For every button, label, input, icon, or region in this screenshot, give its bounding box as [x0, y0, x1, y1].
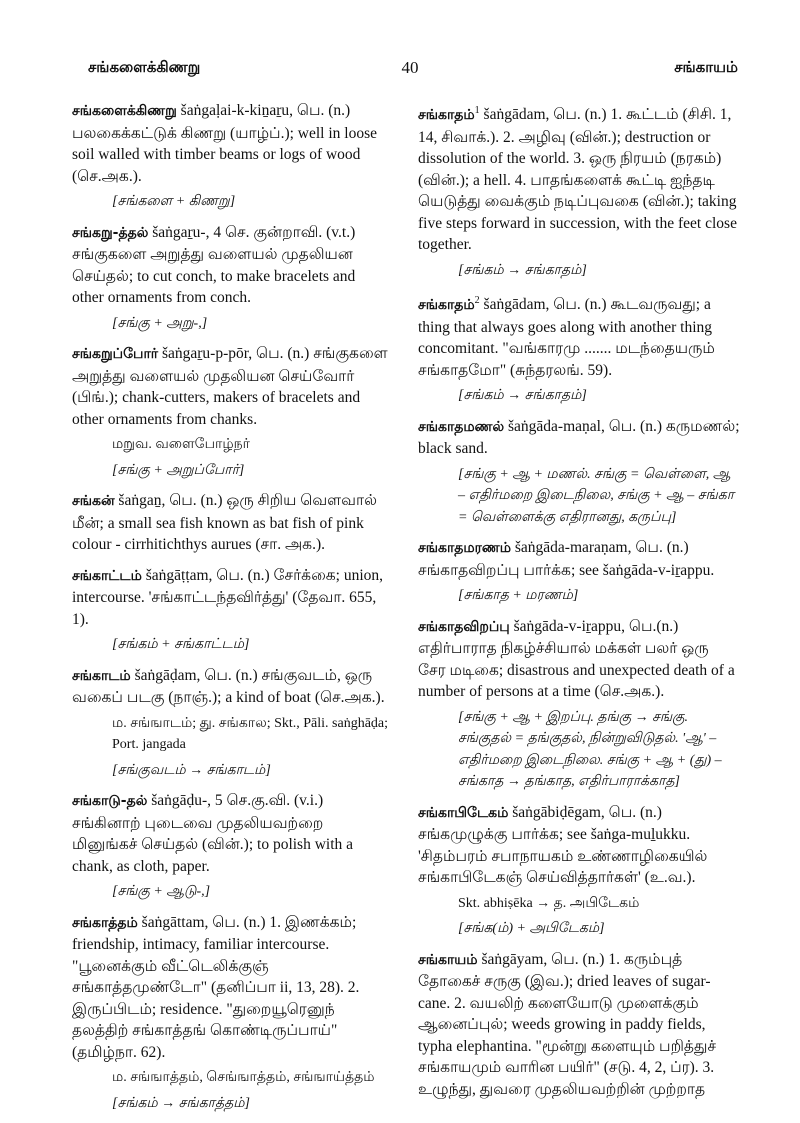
- entry-text: [72, 565, 390, 631]
- etymology: [சங்கு + அறு-,]: [112, 315, 208, 331]
- definition: šaṅgaṟu-p-pōr, பெ. (n.) சங்குகளை அறுத்து வளையல் முதலியன செய்வோர் (பிங்.); chank-cutters, makers of bracelets and other ornaments from chanks.: [72, 345, 388, 428]
- headword: சங்கன்: [72, 493, 115, 509]
- dictionary-entry: [72, 912, 390, 1115]
- dictionary-entry: [72, 222, 390, 335]
- headword: சங்காதம்: [418, 107, 475, 124]
- definition: šaṅgābiḍēgam, பெ. (n.) சங்கமுழுக்கு பார்க்க; see šaṅga-muḻukku. 'சிதம்பரம் சபாநாயகம் உண்ணாழிகையில் சங்காபிடேகஞ் செய்வித்தார்கள்' (உ.வ.).: [418, 803, 708, 887]
- dictionary-entry: [418, 290, 740, 407]
- etymology: [சங்கம் → சங்காதம்]: [458, 388, 587, 404]
- dictionary-entry: [418, 100, 740, 281]
- etymology: [சங்காத + மரணம்]: [458, 588, 579, 604]
- entry-text: [418, 290, 740, 381]
- definition: šaṅgaṟu-, 4 செ. குன்றாவி. (v.t.) சங்குகளை அறுத்து வளையல் முதலியன செய்தல்; to cut conch, to make bracelets and other ornaments from conch.: [72, 223, 356, 306]
- definition: šaṅgāyam, பெ. (n.) 1. கரும்புத் தோகைச் சருகு (இவ.); dried leaves of sugar-cane. 2. வயலிற் களையோடு முளைக்கும் ஆனைப்புல்; weeds growing in paddy fields, typha elephantina. "மூன்று களையும் பறித்துச் சங்காயமும் வாரின பயிர்" (சடு. 4, 2, ப்ர). 3. உழுந்து, துவரை முதலியவற்றின் முற்றாத: [418, 950, 717, 1098]
- headword: சங்காதமரணம்: [418, 540, 511, 557]
- headword: சங்காதம்: [418, 297, 475, 314]
- cognate-note: Skt. abhiṣēka → த. அபிடேகம்: [458, 895, 640, 911]
- dictionary-entry: [72, 790, 390, 903]
- etymology: [சங்களை + கிணறு]: [112, 194, 236, 209]
- entry-text: [72, 343, 390, 430]
- entry-text: [72, 790, 390, 877]
- etymology: [சங்க(ம்) + அபிடேகம்]: [458, 921, 605, 937]
- dictionary-entry: [72, 665, 390, 782]
- headword: சங்காத்தம்: [72, 914, 138, 931]
- headword: சங்காதமணல்: [418, 418, 505, 435]
- etymology: [சங்கம் + சங்காட்டம்]: [112, 637, 250, 652]
- dictionary-entry: [418, 537, 740, 607]
- left-column: [72, 100, 390, 1123]
- entry-text: [418, 100, 740, 256]
- dictionary-entry: [418, 616, 740, 793]
- definition: šaṅgaṉ, பெ. (n.) ஒரு சிறிய வெளவால் மீன்; a small sea fish known as bat fish of pink colour - cirrhitichthys aurues (சா. அக.).: [72, 492, 377, 553]
- etymology: [சங்கு + அறுப்போர்]: [112, 462, 245, 478]
- right-column: [418, 100, 740, 1109]
- dictionary-entry: [72, 100, 390, 213]
- dictionary-entry: [72, 343, 390, 481]
- entry-text: [72, 100, 390, 187]
- definition: šaṅgāttam, பெ. (n.) 1. இணக்கம்; friendship, intimacy, familiar intercourse. "பூனைக்கும் வீட்டெலிக்குஞ் சங்காத்தமுண்டோ" (தனிப்பா ii, 13, 28). 2. இருப்பிடம்; residence. "துறையூரெனுந் தலத்திற் சங்காத்தங் கொண்டிருப்பாய்" (தமிழ்நா. 62).: [72, 913, 360, 1061]
- entry-text: [418, 802, 740, 889]
- definition: šaṅgāḍu-, 5 செ.கு.வி. (v.i.) சங்கினாற் புடைவை முதலியவற்றை மினுங்கச் செய்தல் (வின்.); to polish with a chank, as cloth, paper.: [72, 792, 354, 875]
- definition: šaṅgādam, பெ. (n.) கூடவருவது; a thing that always goes along with another thing concomitant. "வங்காரமு ....... மடந்தையரும் சங்காதமோ" (சுந்தரலங். 59).: [418, 296, 715, 379]
- dictionary-entry: [72, 490, 390, 556]
- headword: சங்காட்டம்: [72, 567, 142, 584]
- definition: šaṅgaḷai-k-kiṉaṟu, பெ. (n.) பலகைக்கட்டுக் கிணறு (யாழ்ப்.); well in loose soil walled with timber beams or logs of wood (செ.அக.).: [72, 102, 378, 185]
- definition: šaṅgādam, பெ. (n.) 1. கூட்டம் (சிசி. 1, 14, சிவாக்.). 2. அழிவு (வின்.); destruction or dissolution of the world. 3. ஒரு நிரயம் (நரகம்) (வின்.); a hell. 4. பாதங்களைக் கூட்டி ஐந்தடி யெடுத்து வைக்கும் நடிப்புவகை (வின்.); taking five steps forward in succession, with the feet close together.: [418, 106, 737, 254]
- dictionary-entry: [418, 416, 740, 529]
- entry-text: [418, 616, 740, 703]
- headword: சங்காயம்: [418, 951, 478, 968]
- cognate-note: மறுவ. வளைபோழ்நர்: [112, 437, 250, 452]
- etymology: [சங்குவடம் → சங்காடம்]: [112, 762, 271, 778]
- entry-text: [72, 222, 390, 309]
- definition: šaṅgāda-v-iṟappu, பெ.(n.) எதிர்பாராத நிகழ்ச்சியால் மக்கள் பலர் ஒரு சேர மடிகை; disastrous and unexpected death of a number of persons at a time (செ.அக.).: [418, 617, 735, 701]
- headword: சங்காதவிறப்பு: [418, 618, 510, 635]
- entry-text: [418, 949, 740, 1101]
- definition: šaṅgāda-maraṇam, பெ. (n.) சங்காதவிறப்பு பார்க்க; see šaṅgāda-v-iṟappu.: [418, 539, 715, 579]
- homonym-number: 2: [474, 295, 480, 307]
- etymology: [சங்கம் → சங்காதம்]: [458, 262, 587, 278]
- dictionary-entry: [418, 802, 740, 940]
- dictionary-entry: [72, 565, 390, 656]
- etymology: [சங்கம் → சங்காத்தம்]: [112, 1095, 250, 1111]
- headword: சங்களைக்கிணறு: [72, 103, 177, 119]
- entry-text: [72, 665, 390, 709]
- headword: சங்காடு-தல்: [72, 793, 148, 809]
- entry-text: [418, 537, 740, 581]
- etymology: [சங்கு + ஆடு-,]: [112, 884, 211, 899]
- etymology: [சங்கு + ஆ + மணல். சங்கு = வெள்ளை, ஆ – எதிர்மறை இடைநிலை, சங்கு + ஆ – சங்கா = வெள்ளைக்கு எதிரானது, கருப்பு]: [458, 466, 735, 525]
- cognate-note: ம. சங்ஙாடம்; து. சங்கால; Skt., Pāli. saṅghāḍa; Port. jangada: [112, 715, 389, 752]
- page-header: [0, 58, 800, 88]
- right-guide-word: சங்காயம்: [674, 58, 738, 76]
- headword: சங்காபிடேகம்: [418, 804, 509, 821]
- homonym-number: 1: [474, 105, 480, 116]
- definition: šaṅgāḍam, பெ. (n.) சங்குவடம், ஒரு வகைப் படகு (நாஞ்.); a kind of boat (செ.அக.).: [72, 666, 385, 706]
- headword: சங்காடம்: [72, 667, 131, 684]
- dictionary-entry: [418, 949, 740, 1101]
- headword: சங்கறு-த்தல்: [72, 224, 149, 241]
- headword: சங்கறுப்போர்: [72, 346, 159, 362]
- cognate-note: ம. சங்ஙாத்தம், செங்ஙாத்தம், சங்ஙாய்த்தம்: [112, 1070, 375, 1085]
- entry-text: [418, 416, 740, 460]
- entry-text: [72, 490, 390, 556]
- definition: šaṅgāda-maṇal, பெ. (n.) கருமணல்; black sand.: [418, 417, 740, 458]
- etymology: [சங்கு + ஆ + இறப்பு. தங்கு → சங்கு. சங்குதல் = தங்குதல், நின்றுவிடுதல். 'ஆ' – எதிர்மறை இடைநிலை. சங்கு + ஆ + (து) – சங்காத → தங்காத, எதிர்பாராக்காத]: [458, 709, 722, 790]
- page-number: 40: [401, 58, 419, 77]
- left-guide-word: சங்களைக்கிணறு: [88, 58, 201, 76]
- entry-text: [72, 912, 390, 1064]
- definition: šaṅgāṭṭam, பெ. (n.) சேர்க்கை; union, intercourse. 'சங்காட்டந்தவிர்த்து' (தேவா. 655, 1).: [72, 566, 384, 628]
